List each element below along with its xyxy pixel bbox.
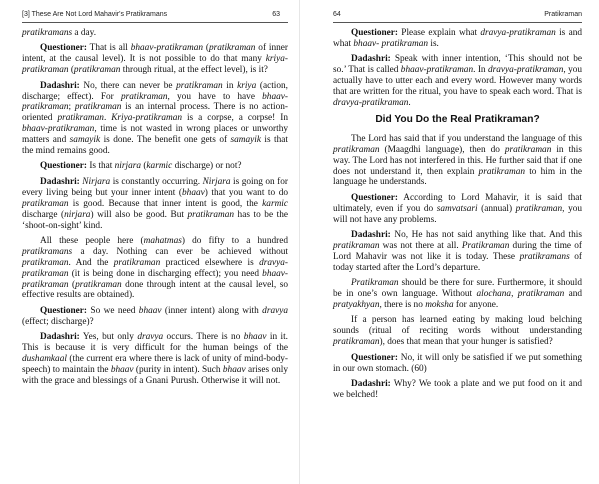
italic-term: pratikraman [333, 337, 380, 348]
chapter-title: [3] These Are Not Lord Mahavir's Pratikramans [22, 11, 168, 18]
text-run: , you will not have any problems. [333, 203, 583, 225]
text-run: occurs. There is no [163, 332, 244, 343]
paragraph [333, 230, 582, 274]
paragraph [22, 177, 288, 232]
italic-term: pratikraman [57, 113, 104, 124]
italic-term: bhaav-pratikraman [130, 43, 204, 54]
text-run: That is all [87, 43, 131, 54]
text-run: ( [68, 279, 76, 290]
italic-term: mahatmas [143, 235, 182, 246]
italic-term: pratikraman [121, 91, 168, 102]
italic-term: karmic [146, 161, 173, 172]
paragraph [333, 278, 582, 311]
text-run: No, there can never be [79, 80, 177, 91]
text-run: a day. [72, 28, 97, 38]
italic-term: dravya-pratikraman [487, 65, 564, 76]
italic-term: pratikraman [333, 241, 380, 251]
text-run: practiced elsewhere is [160, 257, 260, 268]
left-page-header [22, 0, 288, 28]
italic-term: pratikraman [113, 257, 161, 268]
italic-term: bhaav-pratikraman [22, 268, 288, 290]
italic-term: dushamkaal [22, 353, 67, 364]
italic-term: bhaav [138, 305, 162, 316]
text-run: to him in the language he understands. [333, 166, 582, 188]
italic-term: Pratikraman [461, 241, 510, 251]
paragraph [333, 54, 582, 109]
italic-term: dravya-pratikraman [480, 28, 556, 38]
italic-term: pratikraman [517, 289, 565, 300]
paragraph [22, 306, 288, 328]
italic-term: kriya [237, 80, 257, 91]
italic-term: bhaav-pratikraman [22, 91, 288, 113]
italic-term: pratikraman [515, 203, 563, 214]
italic-term: bhaav [243, 332, 267, 343]
text-run: , you have to have [167, 91, 263, 102]
text-run: (purity in intent). Such [133, 364, 223, 375]
speaker-label: Questioner: [40, 305, 87, 316]
italic-term: dravya-pratikraman [333, 97, 409, 108]
italic-term: pratikraman [74, 102, 122, 113]
italic-term: pratikraman [75, 279, 122, 290]
speaker-label: Dadashri: [40, 80, 80, 91]
italic-term: alochana [476, 289, 512, 300]
italic-term: pratikraman [187, 209, 234, 220]
text-run: (the current era where there is lack of unity of mind-body-speech) to maintain the [22, 353, 288, 375]
text-run: in [222, 80, 238, 91]
speaker-label: Dadashri: [351, 54, 391, 65]
text-run: is good. Because that inner intent is good, the [68, 198, 263, 209]
text-run: during the time of Lord Mahavir was not like it is today. These [333, 241, 582, 262]
text-run: is constantly occurring. [110, 176, 203, 187]
italic-term: pratikraman [333, 144, 380, 155]
italic-term: pratyakhyan [333, 300, 380, 311]
paragraph [333, 193, 582, 226]
text-run: ), does that mean that your hunger is satisfied? [379, 337, 553, 348]
speaker-label: Questioner: [40, 161, 87, 172]
italic-term: pratikraman [73, 65, 121, 76]
paragraph [333, 28, 582, 50]
text-run: Why? We took a plate and we put food on it and we belched! [333, 378, 582, 400]
paragraph [22, 332, 288, 387]
italic-term: bhaav-pratikraman [400, 65, 474, 76]
italic-term: bhaav-pratikraman [22, 124, 95, 135]
right-page-header [333, 0, 582, 28]
right-page-body [333, 28, 582, 401]
paragraph [22, 161, 288, 172]
text-run: . [408, 97, 411, 108]
text-run: (effect; discharge)? [22, 316, 94, 327]
italic-term: Nirjara [82, 176, 111, 187]
text-run: ( [203, 43, 209, 54]
italic-term: bhaav- pratikraman [353, 38, 429, 49]
italic-term: Pratikraman [351, 278, 399, 289]
italic-term: dravya-pratikraman [22, 257, 288, 279]
speaker-label: Dadashri: [351, 378, 391, 389]
text-run: Yes, but only [79, 332, 138, 343]
left-page-body [22, 28, 288, 387]
text-run: discharge) or not? [172, 161, 242, 172]
italic-term: pratikraman [208, 43, 256, 54]
text-run: ) that you want to do [204, 187, 288, 198]
italic-term: Kriya-pratikraman [111, 113, 182, 124]
text-run: . [103, 113, 112, 124]
right-page [300, 0, 599, 484]
italic-term: pratikramans [22, 28, 73, 38]
italic-term: moksha [425, 300, 454, 311]
text-run: ( [141, 161, 147, 172]
text-run: should be there for sure. Furthermore, it should be in one’s own language. Without [333, 278, 582, 300]
paragraph [333, 134, 582, 189]
text-run: arises only with the grace and blessings of a Gnani Purush. Otherwise it will not. [22, 364, 288, 386]
text-run: According to Lord Mahavir, it is said that ultimately, even if you do [333, 192, 582, 214]
text-run: If a person has learned eating by making loud belching sounds (ritual of reciting words without understanding [333, 315, 582, 337]
text-run: ) will also be good. But [90, 209, 188, 220]
paragraph [22, 81, 288, 157]
text-run: . And the [68, 257, 114, 268]
italic-term: Nirjara [202, 176, 231, 187]
italic-term: samayik [230, 135, 261, 146]
text-run: . In [473, 65, 488, 76]
italic-term: dravya [262, 305, 288, 316]
text-run: discharge ( [22, 209, 65, 220]
italic-term: pratikraman [478, 166, 526, 177]
italic-term: pratikramans [519, 251, 570, 262]
section-heading: Did You Do the Real Pratikraman? [375, 113, 540, 125]
paragraph [333, 315, 582, 348]
text-run: , there is no [379, 300, 426, 311]
text-run: ) do fifty to a hundred [181, 235, 289, 246]
speaker-label: Questioner: [351, 28, 398, 38]
text-run: (action, discharge; effect). For [22, 80, 288, 102]
text-run: is done. The benefit one gets of [100, 135, 231, 146]
text-run: through ritual, at the effect level), is it? [120, 65, 268, 76]
text-run: for anyone. [453, 300, 499, 311]
text-run: Is that [87, 161, 115, 172]
paragraph [22, 43, 288, 76]
text-run: ; [68, 102, 75, 113]
italic-term: bhaav [222, 364, 246, 375]
text-run: is going on for every living being but your inner intent ( [22, 176, 289, 198]
italic-term: pratikramans [22, 246, 73, 257]
text-run: is and what [333, 28, 582, 49]
speaker-label: Dadashri: [351, 230, 391, 241]
italic-term: samvatsari [436, 203, 478, 214]
italic-term: karmic [262, 198, 288, 209]
italic-term: nirjara [114, 161, 141, 172]
text-run: (annual) [477, 203, 516, 214]
text-run: and [564, 289, 583, 300]
speaker-label: Dadashri: [40, 176, 80, 187]
text-run: (it is being done in discharging effect); you need [68, 268, 263, 279]
speaker-label: Dadashri: [40, 332, 80, 343]
header-divider [333, 22, 582, 23]
paragraph [22, 236, 288, 301]
page-number: 63 [272, 11, 280, 18]
italic-term: dravya [137, 332, 164, 343]
text-run: is an internal process. There is no action-oriented [22, 102, 288, 124]
italic-term: samayik [69, 135, 101, 146]
header-divider [22, 22, 288, 23]
paragraphs-after-heading [333, 134, 582, 401]
text-run: is a corpse, a corpse! In [182, 113, 288, 124]
italic-term: nirjara [64, 209, 91, 220]
text-run: of inner intent, at the causal level). It is not possible to do that many [22, 43, 288, 65]
speaker-label: Questioner: [40, 43, 87, 54]
book-title: Pratikraman [544, 11, 582, 18]
text-run: was not there at all. [379, 241, 462, 251]
text-run: ( [68, 65, 74, 76]
paragraph [333, 379, 582, 401]
italic-term: bhaav [110, 364, 134, 375]
text-run: No, He has not said anything like that. And this [390, 230, 582, 241]
text-run: The Lord has said that if you understand the language of this [351, 133, 582, 144]
paragraphs-before-heading [333, 28, 582, 109]
speaker-label: Questioner: [351, 192, 398, 203]
text-run: , you actually have to utter each and every word. However many words that are written for the ritual, you have to speak each word. That is [333, 65, 583, 98]
text-run: Speak with inner intention, ‘This should not be so.’ That is called [333, 54, 582, 76]
text-run: (Maagdhi language), then do [379, 144, 505, 155]
text-run: No, it will only be satisfied if we put something in our own stomach. (60) [333, 352, 582, 374]
text-run: done through intent at the causal level, so effective results are obtained). [22, 279, 289, 301]
italic-term: pratikraman [176, 80, 223, 91]
text-run: is that the mind remains good. [22, 135, 288, 157]
italic-term: pratikraman [504, 144, 552, 155]
paragraph [333, 353, 582, 375]
text-run: So we need [87, 305, 139, 316]
italic-term: pratikraman [22, 198, 69, 209]
italic-term: kriya-pratikraman [22, 54, 288, 76]
text-run: (inner intent) along with [161, 305, 263, 316]
italic-term: pratikraman [22, 257, 69, 268]
text-run: in this way. The Lord has not interfered in this. He further said that if one does not understand it, then explain [333, 144, 582, 177]
text-run: of today started after the Lord’s departure. [333, 251, 582, 273]
paragraph [22, 28, 288, 39]
speaker-label: Questioner: [351, 352, 398, 363]
text-run: is. [428, 38, 439, 49]
italic-term: bhaav [182, 187, 205, 198]
text-run: , time is not wasted in wrong places or unworthy matters and [22, 124, 288, 146]
text-run: All these people here ( [40, 235, 144, 246]
text-run: has to be the ‘shoot-on-sight’ kind. [22, 209, 288, 231]
text-run: in it. This is because it is very difficult for the human beings of the [22, 332, 289, 354]
text-run: a day. Nothing can ever be achieved without [72, 246, 288, 257]
page-number: 64 [333, 11, 341, 18]
text-run: Please explain what [398, 28, 481, 38]
text-run: , [511, 289, 518, 300]
